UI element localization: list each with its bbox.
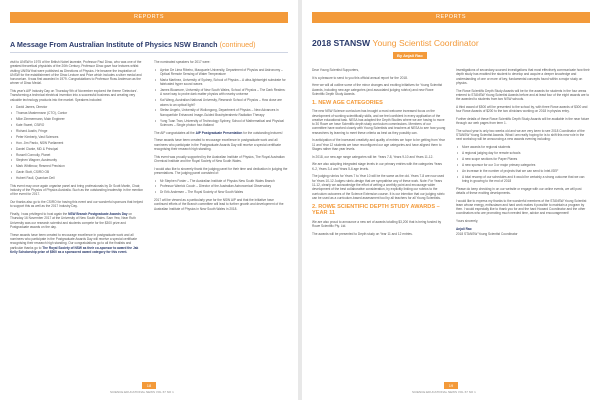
paragraph: I would also like to sincerely thank the judging panel for their time and dedication in judging the presentations. The judging panel consisted of: [154,166,288,175]
paragraph: The nominated speakers for 2017 were: [154,60,211,64]
paragraph: We are also proud to announce a new set of awards totalling $3,200 that is being funded by Rowe Scientific Pty. Ltd. [312,219,442,229]
paragraph: Dear Young Scientist Supporters, [312,68,359,72]
list-item: • Mr Stephen Foster – The Australian Institute of Physics New South Wales Branch [154,179,288,183]
list-item: • Hubert Faull, Quantum Dell [10,176,144,180]
paragraph: We are also adopting integrated stage levels in our primary entries with the categories Years K-2, Years 3-4 and Years 5-6 age levels. [312,162,442,171]
page-number: 18 [142,382,156,389]
article-title [312,38,590,48]
signoff: Yours sincerely, [456,219,479,224]
article-title-main: 2018 STANSW [312,38,371,48]
text-run: Finally, I was privileged to host again the [10,212,68,217]
judge-list [154,179,288,195]
paragraph: The new NSW Science curriculum has brought a most welcome increased focus on the development of working scientifically skills, and we feel confident in every application of the creative educational task. NESA has adapted the Depth Studies where we are having to move to 30 Rowe we have Scientific depth study curriculum commissions. Members of our committee have worked closely with Young Scientists and teachers at NESA to see how young researchers by learning to meet these criteria as best as they possibly can. [312,109,446,135]
paragraph: 2017 will be viewed as a particularly year for the NSW AIP and that the initiative have continued efforts of the Branch committee will lead to further growth and development of the Australian Institute of Physics in New South Wales in 2018. [154,198,284,211]
paragraph: Further details of these Rowe Scientific Depth Study Awards will be available in the near future through our web pages from term 1. [456,116,590,126]
list-item: • Richard Austin, Fringe [10,129,144,133]
author-role: 2018 STANSW Young Scientist Coordinator [456,232,518,237]
list-item: • Yung Tuan Tran, University of Technology Sydney, School of Mathematical and Physical Sciences – Single photon four-flatland [154,119,288,128]
paragraph: I would like to express my thanks to the wonderful members of the STANSW Young Scientist team whose energy, enthusiasm and hard work makes it possible to maintain a program by then. I would especially like to thank you for and the hard Howard Coordinator and the other coordinators who are promoting much needed time, advice and encouragement! [456,198,587,216]
author-byline: By Anjali Rao [393,52,427,59]
list-item: • Stefan Angelo, University of Wollongong, Department of Physics – New Advances in Nanoparticle Enhanced Image-Guided Brachyterahertz Radiation Therapy [154,108,288,117]
paragraph: The school year is only two weeks old and we are very keen to see 2018 Coordinator of the STANSW Young Scientist Awards. What I am really hoping for is to shift this new role in the next workshop will be announcing a new awards evening including: [456,128,585,142]
list-item: • Peter Kimberly, Vast Sciences [10,135,144,139]
paragraph: This event was proudly supported by the Australian Institute of Physics, The Royal Australian Chemical Institute and the Royal Society of New South Wales. [154,154,285,163]
highlight-text: The Royal Society of NSW as their co-sponsor to award the Jak Kelly Scholarship prize of $500 as a sponsored award category for this event. [10,245,139,254]
paragraph: The judging rubrics for Years 7 to Year 10 will be the same as the old. Years 7-8 are now used for Years 10-12 Judges rubric-design that we sympathise any of these work. Note: For Years 11-12, clearly we acknowledge the effort of writing a worthily point and encourage wider development of the best collaborative consideration, by explicitly linking our rubrics to the curriculum outcomes of the Science Extension course. It is our intention that our judging rubric can be used as a curriculum-based assessment tool by all teachers for all Young Scientists. [312,174,445,200]
list-item: • Thomas Mastermann (CTO), Contor [10,111,144,115]
nominee-list [154,68,288,128]
list-item: • Professor Warrick Couch – Director of the Australian Astronomical Observatory [154,184,288,188]
list-item: • Maria Martinez, University of Sydney, School of Physics – A ultra-lightweight substrate for fabricated hyper sound waves [154,78,288,87]
article-title [10,40,288,49]
paragraph: The awards will be presented to Depth study on Year 11 and 12 entries. [312,231,413,236]
list-item: • A total revamp of our schedules and it would be certainly a strong outcome that we can bring in growing to the end of 2018 [456,175,590,184]
paragraph: This year's AIP Industry Day on Thursday 9th of November explored the theme 'Detectors'. Transforming a technical electrical invention into a successful business and creating very valuable technology products into the market. Speakers included: [10,89,138,102]
list-item: • More awards for regional students [456,145,590,149]
paragraph: A third award of $500 will be presented to the school by, with three Rowe awards of $300 and four Rowe Awards of $200 to the two clinicians working on 2018 in physics entry. [456,104,588,114]
text-run: The AIP congratulates all the [154,130,195,135]
paragraph: In anticipation of the increased creativity and quality of entries we hope to be getting from Year 11 and Year 12 students we have reconfigured our age categories and have aligned them to Stages rather than year levels. [312,138,445,152]
paragraph: Our thanks also go to the CSIRO for having this event and our wonderful sponsors that helped to support this as well as the 2017 Industry Day. [10,200,143,209]
paragraph [154,131,288,135]
paragraph: In 2018, our new age range categories will be: Years 7-8, Years 9-10 and Years 11-12. [312,154,434,159]
title-divider [10,52,288,53]
paragraph: This event may once again organise panel and bring professionals by Dr Scott Martin, Chair, Industry of the Physics of Physics Australia. Such as the outstanding leadership in the mention of the event for 2017. [10,183,144,197]
paragraph: These awards have been created to encourage excellence in postgraduate work and all nominees who participate in the Postgraduate Awards Day will receive a special certificate recognising their research high standing. [154,138,281,151]
paragraph: Here we will all outline some of the minor changes and exciting initiatives for Young Scientist Awards, including new age categories (and associated judging rubrics) and new Rowe Scientific Depth Study Awards. [312,83,443,96]
text-run: on Thursday 16 November 2017 at the University of New South Wales. Sam Yew, Near Ruth University was our research scientist and students compete for the $300 prize and Postgraduate awards on the day. [10,212,136,229]
speaker-list [10,105,144,180]
list-item: • A regional judging day for remote schools [456,151,590,155]
left-page [0,0,298,400]
list-item: • A new sponsor for our 3 or major primary categories [456,163,590,167]
article-title-suffix: Young Scientist Coordinator [372,38,479,48]
right-column-1 [312,68,446,239]
text-run: These awards have been created to encourage excellence in postgraduate work and all nominees who participate in the Postgraduate Awards Day will receive a special certificate recognising their research high standing. Our congratulations go to all the finalists and particular thanks go to [10,232,137,250]
article-title-suffix: (continued) [219,40,256,49]
left-column-2 [154,60,288,214]
list-item: • Russell Connolly, Planet [10,153,144,157]
list-item: • Ayrton De Lima Ribeiro, Macquarie University, Department of Physics and Astronomy – Optical Remote Sensing of Water Temperature [154,68,288,77]
paragraph: investigations of secondary-sourced investigations that most effectively communicate how their depth study has enabled the student to develop and acquire a deeper knowledge and understanding of one or more of key, fundamental concepts found within a major study on physics. [456,68,590,85]
page-footer: SCIENCE EDUCATIONAL NEWS VOL 67 NO 1 [412,390,476,394]
paragraph [10,212,144,229]
section-heading: 2. ROWE SCIENTIFIC DEPTH STUDY AWARDS – YEAR 11 [312,203,440,217]
paragraph [10,233,144,254]
list-item: • Dr Erik Andersen – The Royal Society of New South Wales [154,190,288,194]
list-item: • Stephen Wagner, Austmunity [10,158,144,162]
initiatives-list [456,145,590,183]
list-item: • Kai Wang, Australian National University, Research School of Physics – How close are atoms to an optical light? [154,98,288,107]
list-item: • Gavin Stott, CSIRO OB [10,170,144,174]
page-number: 19 [444,382,458,389]
section-header: REPORTS [312,12,590,23]
page-footer: SCIENCE EDUCATIONAL NEWS VOL 67 NO 1 [110,390,174,394]
list-item: • Kate Sweet, CSIRO [10,123,144,127]
section-heading: 1. NEW AGE CATEGORIES [312,99,383,106]
list-item: • An increase in the number of projects that we can send to Intel-ISEF [456,169,590,173]
text-run: for the outstanding lectures! [243,130,283,135]
highlight-text: NSW Branch Postgraduate Awards Day [68,212,128,217]
paragraph: It is a pleasure to send to you this official annual report for the 2018. [312,75,408,80]
left-column-1 [10,60,144,258]
section-header: REPORTS [10,12,288,23]
paragraph: Please do keep checking in on our website or engage with our online events, we will post details of these exciting developments. [456,186,582,195]
paragraph: visit to UNSW in 1975 of the British Nobel laureate, Professor Paul Dirac, who was one of the greatest theoretical physicists of the 20th Century. Professor Dirac gave four lectures whilst visiting UNSW that were published as Directions of Physics. He became the inspiration of UNSW for the establishment of the Dirac Lecture and Prize which includes a silver medal and honorarium. It was first awarded in 1979. Congratulations to Professor Ross Anderson as the winner of Dirac Medal. [10,60,142,86]
list-item: • David James, Director [10,105,144,109]
right-column-2 [456,68,590,240]
list-item: • James Bluamore, University of New South Wales, School of Physics – The Dark Realms: A novel way to probe dark matter physics with nearby universe [154,88,288,97]
list-item: • Hon. Jim Pardo, NSW Parliament [10,141,144,145]
list-item: • Daniel Clarke, MD & Principal [10,147,144,151]
list-item: • Mike Zimmermann, Main Engineer [10,117,144,121]
highlight-text: AIP Postgraduate Presentation [195,130,243,135]
list-item: • A new scope sections for Paper Planes [456,157,590,161]
article-title-main: A Message From Australian Institute of Physics NSW Branch [10,40,218,49]
list-item: • Mark Whitbrow, Resmed Precision [10,164,144,168]
right-page [302,0,600,400]
author-name: Anjali Rao [456,226,472,231]
paragraph: The Rowe Scientific Depth Study Awards will be for the awards for students in the four areas entered to STANSW Young Scientist Awards before and at least four of the eight awards are to the awarded to students from two NSW schools. [456,88,590,102]
